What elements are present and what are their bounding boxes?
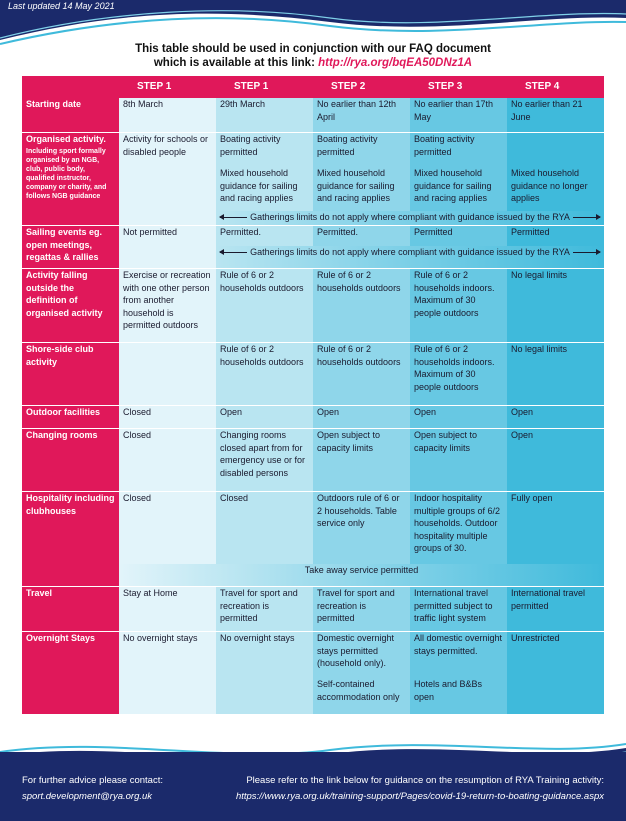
table-cell <box>507 133 604 167</box>
takeaway-note: Take away service permitted <box>119 564 604 586</box>
table-cell: Boating activity permitted <box>410 133 507 167</box>
row-label: Activity falling outside the definition of organised activity <box>22 269 119 342</box>
row-label: Outdoor facilities <box>22 406 119 428</box>
table-cell: No overnight stays <box>216 632 313 678</box>
table-cell: Rule of 6 or 2 households outdoors <box>313 343 410 405</box>
row-overnight-stays <box>22 632 604 678</box>
table-cell: Unrestricted <box>507 632 604 678</box>
table-cell <box>119 343 216 405</box>
table-cell: Permitted. <box>313 226 410 246</box>
header-row <box>22 76 604 98</box>
row-travel <box>22 587 604 631</box>
table-cell: Permitted. <box>216 226 313 246</box>
row-changing-rooms <box>22 429 604 491</box>
table-cell: No legal limits <box>507 269 604 342</box>
table-cell <box>119 167 216 225</box>
table-cell: Open subject to capacity limits <box>410 429 507 491</box>
column-header: STEP 2 <box>313 76 410 98</box>
column-header: STEP 4 <box>507 76 604 98</box>
table-cell: Open subject to capacity limits <box>313 429 410 491</box>
table-cell: Indoor hospitality multiple groups of 6/2 households. Outdoor hospitality multiple groups of 30. <box>410 492 507 564</box>
table-cell: Closed <box>119 406 216 428</box>
faq-link[interactable]: http://rya.org/bqEA50DNz1A <box>318 57 473 69</box>
contact-label: For further advice please contact: <box>22 775 163 786</box>
table-cell: Open <box>507 406 604 428</box>
table-cell: Mixed household guidance no longer applies <box>507 167 604 211</box>
table-cell: Hotels and B&Bs open <box>410 678 507 714</box>
table-cell: Closed <box>119 492 216 564</box>
table-cell: Mixed household guidance for sailing and racing applies <box>410 167 507 211</box>
table-cell: Fully open <box>507 492 604 564</box>
table-cell: Rule of 6 or 2 households outdoors <box>216 343 313 405</box>
intro-line2 <box>0 56 626 70</box>
table-cell: Open <box>410 406 507 428</box>
header-corner <box>22 76 119 98</box>
table-cell: Changing rooms closed apart from for emergency use or for disabled persons <box>216 429 313 491</box>
table-cell: No overnight stays <box>119 632 216 678</box>
table-cell: Rule of 6 or 2 households indoors. Maximum of 30 people outdoors <box>410 343 507 405</box>
row-label: Organised activity. <box>26 134 106 144</box>
intro-line2-prefix: which is available at this link: <box>153 57 315 69</box>
table-cell: No earlier than 21 June <box>507 98 604 132</box>
row-outdoor-facilities <box>22 406 604 428</box>
row-label: Overnight Stays <box>22 632 119 714</box>
table-cell: Activity for schools or disabled people <box>119 133 216 167</box>
roadmap-table <box>22 76 604 714</box>
gathering-note: Gatherings limits do not apply where compliant with guidance issued by the RYA <box>250 212 570 222</box>
table-cell <box>216 678 313 714</box>
training-label: Please refer to the link below for guidance on the resumption of RYA Training activity: <box>246 775 604 786</box>
table-cell: Boating activity permitted <box>216 133 313 167</box>
row-organised-activity <box>22 133 604 167</box>
table-cell: Rule of 6 or 2 households outdoors <box>216 269 313 342</box>
arrow-right-icon <box>573 217 600 218</box>
gathering-note-arrow <box>220 246 600 259</box>
row-label: Sailing events eg. open meetings, regattas & rallies <box>22 226 119 268</box>
column-header: STEP 1 <box>216 76 313 98</box>
table-cell: International travel permitted <box>507 587 604 631</box>
table-cell: Stay at Home <box>119 587 216 631</box>
intro-line1: This table should be used in conjunction with our FAQ document <box>135 43 491 55</box>
table-cell: Closed <box>216 492 313 564</box>
row-shore-side <box>22 343 604 405</box>
row-outside-activity <box>22 269 604 342</box>
row-sublabel: Including sport formally organised by an NGB, club, public body, qualified instructor, company or charity, and follows NGB guidance <box>26 147 107 200</box>
table-cell: Rule of 6 or 2 households indoors. Maximum of 30 people outdoors <box>410 269 507 342</box>
footer-training <box>236 773 604 805</box>
table-cell: Domestic overnight stays permitted (household only). <box>313 632 410 678</box>
table-cell: No earlier than 12th April <box>313 98 410 132</box>
table-cell: 8th March <box>119 98 216 132</box>
row-label: Hospitality including clubhouses <box>22 492 119 586</box>
row-label: Shore-side club activity <box>22 343 119 405</box>
row-label-organised <box>22 133 119 225</box>
table-cell <box>119 678 216 714</box>
table-cell: Permitted <box>410 226 507 246</box>
table-cell: No legal limits <box>507 343 604 405</box>
column-header: STEP 3 <box>410 76 507 98</box>
arrow-left-icon <box>220 217 247 218</box>
table-cell: Permitted <box>507 226 604 246</box>
gathering-note: Gatherings limits do not apply where compliant with guidance issued by the RYA <box>250 247 570 257</box>
last-updated: Last updated 14 May 2021 <box>8 1 115 11</box>
table-cell: Open <box>313 406 410 428</box>
table-cell: Not permitted <box>119 226 216 268</box>
table-cell: Boating activity permitted <box>313 133 410 167</box>
table-cell: Open <box>216 406 313 428</box>
table-cell: No earlier than 17th May <box>410 98 507 132</box>
row-hospitality <box>22 492 604 564</box>
table-cell: Self-contained accommodation only <box>313 678 410 714</box>
table-cell <box>507 678 604 714</box>
intro-text <box>0 42 626 70</box>
table-cell: Mixed household guidance for sailing and racing applies <box>216 167 313 211</box>
table-cell: Travel for sport and recreation is permitted <box>216 587 313 631</box>
row-starting-date <box>22 98 604 132</box>
gathering-note-cell <box>216 246 604 268</box>
gathering-note-cell <box>216 211 604 225</box>
column-header: STEP 1 <box>119 76 216 98</box>
training-guidance-link[interactable]: https://www.rya.org.uk/training-support/Pages/covid-19-return-to-boating-guidance.aspx <box>235 791 604 802</box>
table-cell: Open <box>507 429 604 491</box>
row-label: Changing rooms <box>22 429 119 491</box>
table-cell: All domestic overnight stays permitted. <box>410 632 507 678</box>
table-cell: Outdoors rule of 6 or 2 households. Table service only <box>313 492 410 564</box>
table-cell: Rule of 6 or 2 households outdoors <box>313 269 410 342</box>
table-cell: International travel permitted subject to traffic light system <box>410 587 507 631</box>
gathering-note-arrow <box>220 211 600 224</box>
arrow-right-icon <box>573 252 600 253</box>
table-cell: Closed <box>119 429 216 491</box>
contact-email-link[interactable]: sport.development@rya.org.uk <box>22 791 153 802</box>
table-cell: Travel for sport and recreation is permitted <box>313 587 410 631</box>
row-sailing-events <box>22 226 604 246</box>
row-label: Travel <box>22 587 119 631</box>
arrow-left-icon <box>220 252 247 253</box>
footer-contact <box>22 773 163 805</box>
row-label: Starting date <box>22 98 119 132</box>
table-cell: 29th March <box>216 98 313 132</box>
table-cell: Exercise or recreation with one other person from another household is permitted outdoors <box>119 269 216 342</box>
table-cell: Mixed household guidance for sailing and racing applies <box>313 167 410 211</box>
